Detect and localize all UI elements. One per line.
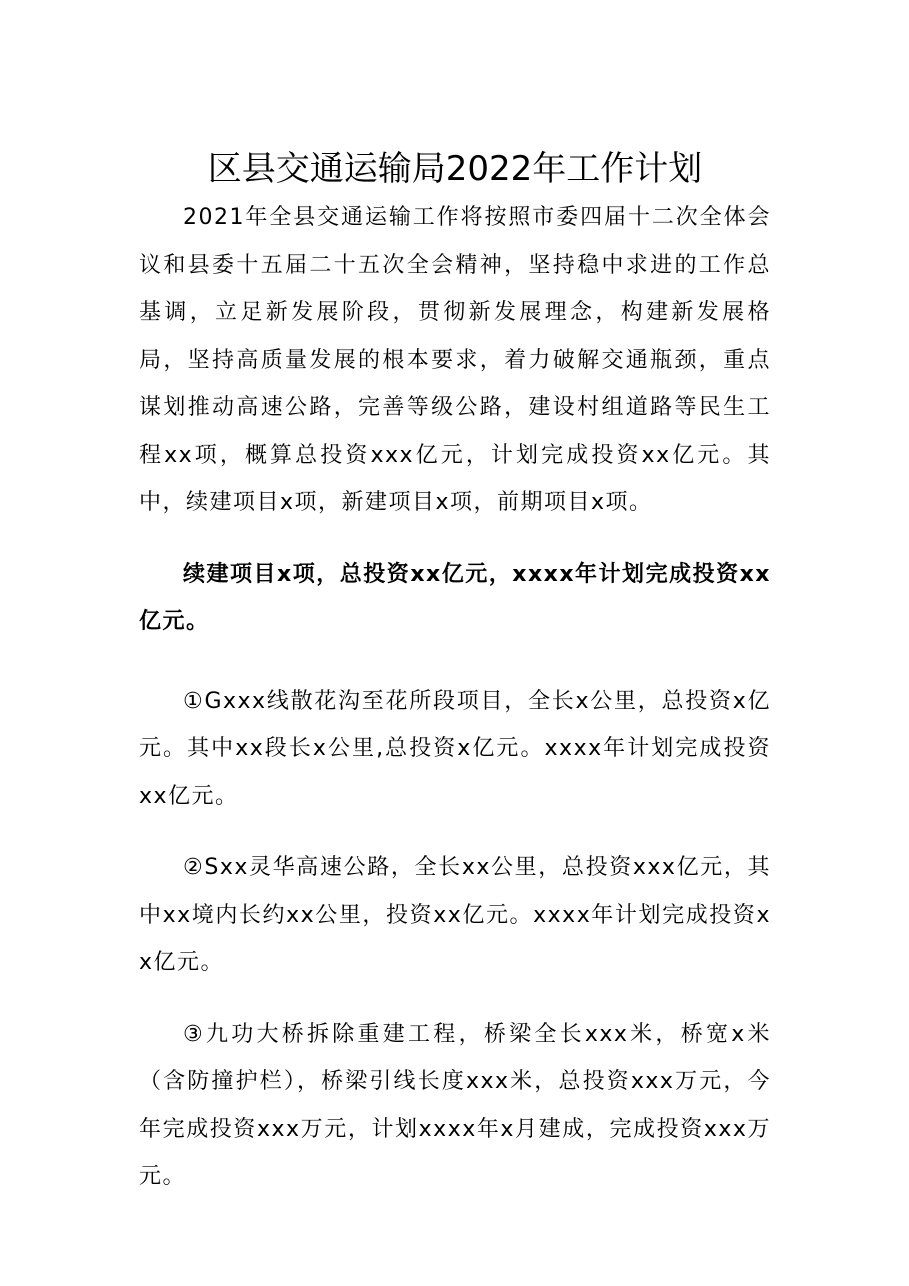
intro-paragraph: 2021年全县交通运输工作将按照市委四届十二次全体会议和县委十五届二十五次全会精神，坚持稳中求进的工作总基调，立足新发展阶段，贯彻新发展理念，构建新发展格局，坚持高质量发展的根本要求，着力破解交通瓶颈，重点谋划推动高速公路，完善等级公路，建设村组道路等民生工程xx项，概算总投资xxx亿元，计划完成投资xx亿元。其中，续建项目x项，新建项目x项，前期项目x项。 [139,205,771,515]
project-item-3: ③九功大桥拆除重建工程，桥梁全长xxx米，桥宽x米（含防撞护栏），桥梁引线长度xxx米，总投资xxx万元，今年完成投资xxx万元，计划xxxx年x月建成，完成投资xxx万元。 [139,1021,771,1189]
document-body [139,144,771,1201]
project-item-2: ②Sxx灵华高速公路，全长xx公里，总投资xxx亿元，其中xx境内长约xx公里，投资xx亿元。xxxx年计划完成投资xx亿元。 [139,855,771,975]
project-item-1: ①Gxxx线散花沟至花所段项目，全长x公里，总投资x亿元。其中xx段长x公里,总投资x亿元。xxxx年计划完成投资xx亿元。 [139,688,771,809]
document-title: 区县交通运输局2022年工作计划 [207,149,703,189]
section-heading: 续建项目x项，总投资xx亿元，xxxx年计划完成投资xx亿元。 [139,561,771,634]
